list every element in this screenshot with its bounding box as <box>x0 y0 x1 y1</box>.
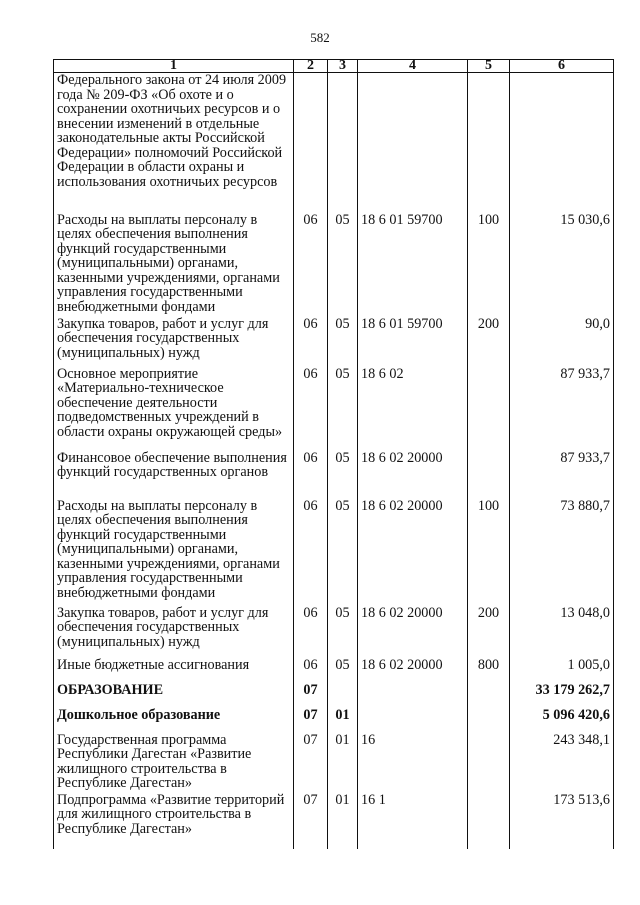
item-name: Федерального закона от 24 июля 2009 года № 209-ФЗ «Об охоте и о сохранении охотничьих ресурсов и о внесении изменений в отдельные законодательные акты Российской Федерации» полномочий Российской Федерации в области охраны и использования охотничьих ресурсов <box>54 73 294 213</box>
header-col-3: 3 <box>328 60 358 73</box>
amount: 173 513,6 <box>510 793 614 849</box>
subsection-code: 01 <box>328 733 358 793</box>
expense-type-code: 100 <box>468 213 510 317</box>
section-code: 07 <box>294 733 328 793</box>
table-row <box>54 451 614 499</box>
item-name: Дошкольное образование <box>54 708 294 733</box>
item-name: Основное мероприятие «Материально-техническое обеспечение деятельности подведомственных учреждений в области охраны окружающей среды» <box>54 367 294 451</box>
subsection-code: 05 <box>328 317 358 367</box>
amount: 73 880,7 <box>510 499 614 606</box>
section-code: 06 <box>294 658 328 683</box>
target-article-code: 18 6 01 59700 <box>358 317 468 367</box>
target-article-code: 16 <box>358 733 468 793</box>
section-code: 06 <box>294 606 328 658</box>
page-number: 582 <box>310 30 330 45</box>
expense-type-code: 100 <box>468 499 510 606</box>
expense-type-code <box>468 73 510 213</box>
item-name: ОБРАЗОВАНИЕ <box>54 683 294 708</box>
table-row <box>54 683 614 708</box>
subsection-code: 01 <box>328 793 358 849</box>
subsection-code: 05 <box>328 451 358 499</box>
table-row <box>54 658 614 683</box>
table-row <box>54 367 614 451</box>
target-article-code: 18 6 02 20000 <box>358 499 468 606</box>
amount: 243 348,1 <box>510 733 614 793</box>
table-body <box>54 73 614 849</box>
item-name: Государственная программа Республики Дагестан «Развитие жилищного строительства в Республике Дагестан» <box>54 733 294 793</box>
section-code: 06 <box>294 213 328 317</box>
table-row <box>54 606 614 658</box>
expense-type-code <box>468 708 510 733</box>
amount: 13 048,0 <box>510 606 614 658</box>
amount: 1 005,0 <box>510 658 614 683</box>
section-code: 07 <box>294 683 328 708</box>
subsection-code <box>328 683 358 708</box>
target-article-code <box>358 708 468 733</box>
section-code: 07 <box>294 708 328 733</box>
amount: 15 030,6 <box>510 213 614 317</box>
amount: 90,0 <box>510 317 614 367</box>
target-article-code: 18 6 02 20000 <box>358 658 468 683</box>
subsection-code: 05 <box>328 213 358 317</box>
item-name: Расходы на выплаты персоналу в целях обеспечения выполнения функций государственными (муниципальными) органами, казенными учреждениями, органами управления государственными внебюджетными фондами <box>54 499 294 606</box>
target-article-code: 18 6 02 <box>358 367 468 451</box>
expense-type-code <box>468 683 510 708</box>
header-col-6: 6 <box>510 60 614 73</box>
target-article-code: 18 6 01 59700 <box>358 213 468 317</box>
item-name: Подпрограмма «Развитие территорий для жилищного строительства в Республике Дагестан» <box>54 793 294 849</box>
expense-type-code <box>468 367 510 451</box>
item-name: Расходы на выплаты персоналу в целях обеспечения выполнения функций государственными (муниципальными) органами, казенными учреждениями, органами управления государственными внебюджетными фондами <box>54 213 294 317</box>
section-code: 06 <box>294 367 328 451</box>
target-article-code: 18 6 02 20000 <box>358 451 468 499</box>
section-code <box>294 73 328 213</box>
subsection-code: 01 <box>328 708 358 733</box>
target-article-code: 18 6 02 20000 <box>358 606 468 658</box>
expense-type-code <box>468 793 510 849</box>
subsection-code <box>328 73 358 213</box>
table-row <box>54 73 614 213</box>
table-row <box>54 708 614 733</box>
amount: 87 933,7 <box>510 367 614 451</box>
table-row <box>54 793 614 849</box>
expense-type-code: 200 <box>468 317 510 367</box>
target-article-code <box>358 73 468 213</box>
item-name: Иные бюджетные ассигнования <box>54 658 294 683</box>
subsection-code: 05 <box>328 606 358 658</box>
expense-type-code <box>468 733 510 793</box>
target-article-code: 16 1 <box>358 793 468 849</box>
header-row <box>54 60 614 73</box>
target-article-code <box>358 683 468 708</box>
subsection-code: 05 <box>328 658 358 683</box>
expense-type-code <box>468 451 510 499</box>
header-col-2: 2 <box>294 60 328 73</box>
table-row <box>54 499 614 606</box>
amount: 33 179 262,7 <box>510 683 614 708</box>
header-col-5: 5 <box>468 60 510 73</box>
amount <box>510 73 614 213</box>
table-row <box>54 317 614 367</box>
subsection-code: 05 <box>328 367 358 451</box>
expense-type-code: 800 <box>468 658 510 683</box>
item-name: Закупка товаров, работ и услуг для обеспечения государственных (муниципальных) нужд <box>54 606 294 658</box>
section-code: 06 <box>294 451 328 499</box>
budget-table <box>53 59 614 849</box>
table-row <box>54 213 614 317</box>
section-code: 06 <box>294 499 328 606</box>
header-col-4: 4 <box>358 60 468 73</box>
item-name: Закупка товаров, работ и услуг для обеспечения государственных (муниципальных) нужд <box>54 317 294 367</box>
subsection-code: 05 <box>328 499 358 606</box>
amount: 87 933,7 <box>510 451 614 499</box>
expense-type-code: 200 <box>468 606 510 658</box>
item-name: Финансовое обеспечение выполнения функций государственных органов <box>54 451 294 499</box>
header-col-1: 1 <box>54 60 294 73</box>
amount: 5 096 420,6 <box>510 708 614 733</box>
section-code: 06 <box>294 317 328 367</box>
section-code: 07 <box>294 793 328 849</box>
table-row <box>54 733 614 793</box>
